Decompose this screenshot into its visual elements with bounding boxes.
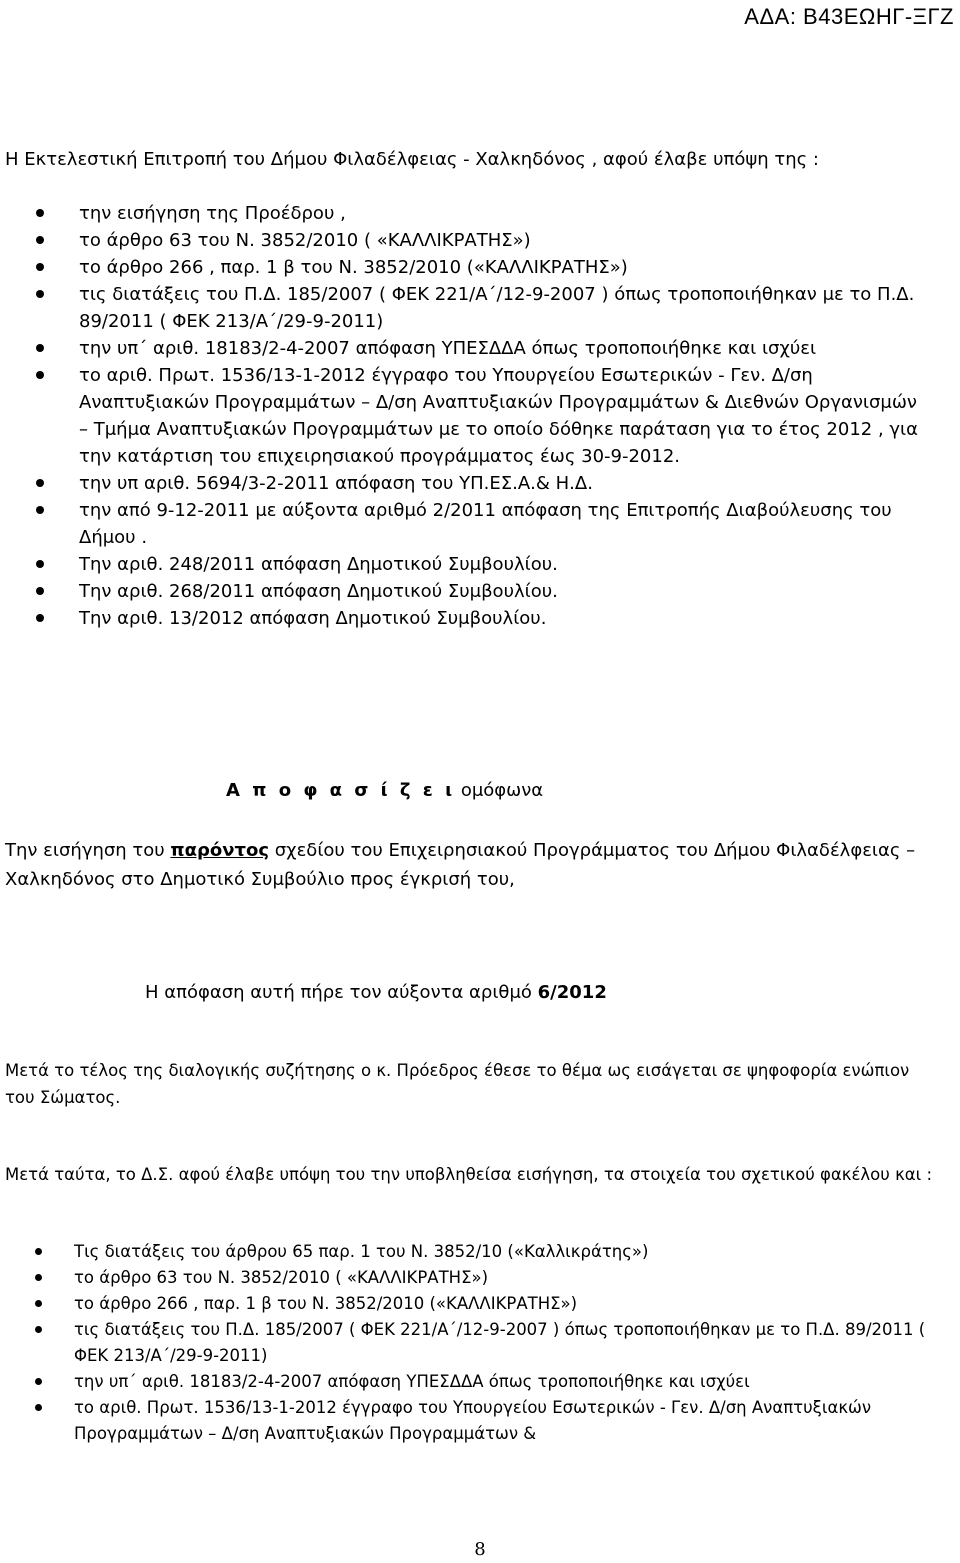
after-that-paragraph: Μετά ταύτα, το Δ.Σ. αφού έλαβε υπόψη του την υποβληθείσα εισήγηση, τα στοιχεία του σχετικού φακέλου και :	[5, 1165, 933, 1184]
decision-heading	[226, 777, 543, 804]
decision-number-label: Η απόφαση αυτή πήρε τον αύξοντα αριθμό	[145, 982, 538, 1003]
list-item: το άρθρο 266 , παρ. 1 β του Ν. 3852/2010 («ΚΑΛΛΙΚΡΑΤΗΣ»)	[5, 1291, 935, 1317]
list-item: το άρθρο 63 του Ν. 3852/2010 ( «ΚΑΛΛΙΚΡΑΤΗΣ»)	[5, 227, 920, 254]
after-discussion-paragraph: Μετά το τέλος της διαλογικής συζήτησης ο κ. Πρόεδρος έθεσε το θέμα ως εισάγεται σε ψηφοφορία ενώπιον του Σώματος.	[5, 1061, 910, 1107]
list-item: Την αριθ. 13/2012 απόφαση Δημοτικού Συμβουλίου.	[5, 605, 920, 632]
council-considerations-list	[5, 1239, 935, 1447]
list-item: Τις διατάξεις του άρθρου 65 παρ. 1 του Ν. 3852/10 («Καλλικράτης»)	[5, 1239, 935, 1265]
list-item: την εισήγηση της Προέδρου ,	[5, 200, 920, 227]
list-item: το άρθρο 63 του Ν. 3852/2010 ( «ΚΑΛΛΙΚΡΑΤΗΣ»)	[5, 1265, 935, 1291]
list-item: το αριθ. Πρωτ. 1536/13-1-2012 έγγραφο του Υπουργείου Εσωτερικών - Γεν. Δ/ση Αναπτυξιακών Προγραμμάτων – Δ/ση Αναπτυξιακών Προγραμμάτων &	[5, 1395, 935, 1447]
list-item: τις διατάξεις του Π.Δ. 185/2007 ( ΦΕΚ 221/Α΄/12-9-2007 ) όπως τροποποιήθηκαν με το Π.Δ. 89/2011 ( ΦΕΚ 213/Α΄/29-9-2011)	[5, 1317, 935, 1369]
list-item: την υπ΄ αριθ. 18183/2-4-2007 απόφαση ΥΠΕΣΔΔΑ όπως τροποποιήθηκε και ισχύει	[5, 335, 920, 362]
proposal-paragraph	[5, 836, 925, 894]
list-item: την υπ΄ αριθ. 18183/2-4-2007 απόφαση ΥΠΕΣΔΔΑ όπως τροποποιήθηκε και ισχύει	[5, 1369, 935, 1395]
list-item: Την αριθ. 248/2011 απόφαση Δημοτικού Συμβουλίου.	[5, 551, 920, 578]
list-item: Την αριθ. 268/2011 απόφαση Δημοτικού Συμβουλίου.	[5, 578, 920, 605]
list-item: την υπ αριθ. 5694/3-2-2011 απόφαση του ΥΠ.ΕΣ.Α.& Η.Δ.	[5, 470, 920, 497]
proposal-after: σχεδίου του Επιχειρησιακού Προγράμματος του Δήμου Φιλαδέλφειας – Χαλκηδόνος στο Δημοτικό Συμβούλιο προς έγκρισή του,	[5, 840, 916, 890]
ada-code: ΑΔΑ: Β43ΕΩΗΓ-ΞΓΖ	[744, 4, 954, 29]
decision-heading-rest: ομόφωνα	[455, 780, 544, 801]
proposal-before: Την εισήγηση του	[5, 840, 171, 861]
proposal-emphasis: παρόντος	[170, 840, 270, 861]
decision-number-value: 6/2012	[537, 982, 607, 1003]
list-item: το άρθρο 266 , παρ. 1 β του Ν. 3852/2010 («ΚΑΛΛΙΚΡΑΤΗΣ»)	[5, 254, 920, 281]
intro-paragraph: Η Εκτελεστική Επιτροπή του Δήμου Φιλαδέλφειας - Χαλκηδόνος , αφού έλαβε υπόψη της :	[5, 149, 819, 170]
decision-heading-spaced: Α π ο φ α σ ί ζ ε ι	[226, 780, 456, 801]
considerations-list	[5, 200, 920, 632]
list-item: το αριθ. Πρωτ. 1536/13-1-2012 έγγραφο του Υπουργείου Εσωτερικών - Γεν. Δ/ση Αναπτυξιακών Προγραμμάτων – Δ/ση Αναπτυξιακών Προγραμμάτων & Διεθνών Οργανισμών – Τμήμα Αναπτυξιακών Προγραμμάτων με το οποίο δόθηκε παράταση για το έτος 2012 , για την κατάρτιση του επιχειρησιακού προγράμματος έως 30-9-2012.	[5, 362, 920, 470]
page-number: 8	[474, 1539, 486, 1560]
list-item: την από 9-12-2011 με αύξοντα αριθμό 2/2011 απόφαση της Επιτροπής Διαβούλευσης του Δήμου .	[5, 497, 920, 551]
decision-number-line	[145, 979, 607, 1006]
list-item: τις διατάξεις του Π.Δ. 185/2007 ( ΦΕΚ 221/Α΄/12-9-2007 ) όπως τροποποιήθηκαν με το Π.Δ. 89/2011 ( ΦΕΚ 213/Α΄/29-9-2011)	[5, 281, 920, 335]
